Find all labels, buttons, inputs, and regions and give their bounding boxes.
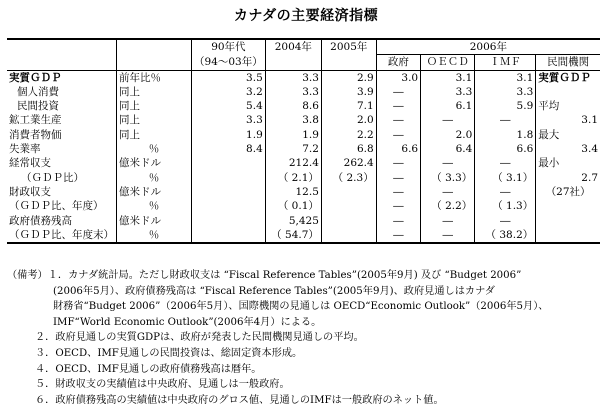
cell-oecd: （ 2.2） [421,199,475,213]
row-unit: 億米ドル [117,185,192,199]
cell-2004: 5,425 [265,214,321,228]
notes-section [7,268,607,408]
header-2005: 2005年 [321,39,376,70]
cell-gov: 3.0 [376,70,420,85]
cell-gov: 6.6 [376,142,420,156]
cell-90s [192,228,266,243]
cell-2005 [321,199,376,213]
table-row [7,199,600,213]
cell-2004: 3.8 [265,113,321,127]
note-5: ５．財政収支の実績値は中央政府、見通しは一般政府。 [35,379,290,391]
cell-2005: 262.4 [321,156,376,170]
row-unit: ％ [117,228,192,243]
cell-private: 3.1 [536,113,600,127]
table-row [7,228,600,243]
cell-90s [192,171,266,185]
cell-2005 [321,185,376,199]
cell-private: 3.4 [536,142,600,156]
cell-oecd: 2.0 [421,128,475,142]
header-2006: 2006年 [376,39,600,55]
cell-private [536,199,600,213]
cell-gov: ― [376,128,420,142]
row-unit: 同上 [117,85,192,99]
cell-imf: 3.1 [475,70,536,85]
cell-90s [192,156,266,170]
header-row-1 [7,39,600,55]
cell-90s [192,199,266,213]
cell-gov: ― [376,171,420,185]
row-unit: ％ [117,171,192,185]
cell-90s: 3.3 [192,113,266,127]
cell-90s: 5.4 [192,99,266,113]
cell-2005: 2.0 [321,113,376,127]
cell-2004: 1.9 [265,128,321,142]
page-title: カナダの主要経済指標 [233,8,379,24]
cell-2004: 212.4 [265,156,321,170]
cell-90s [192,185,266,199]
cell-gov: ― [376,85,420,99]
indicators-table [7,38,600,244]
cell-gov: ― [376,228,420,243]
cell-private: 最大 [536,128,600,142]
row-label: 政府債務残高 [9,214,72,227]
cell-imf: （ 3.1） [475,171,536,185]
cell-2005: （ 2.3） [321,171,376,185]
cell-90s [192,214,266,228]
cell-imf: 3.3 [475,85,536,99]
cell-imf: ― [475,113,536,127]
header-imf: ＩＭＦ [475,55,536,70]
cell-oecd: ― [421,156,475,170]
row-label: 民間投資 [17,100,59,113]
cell-gov: ― [376,214,420,228]
header-90s-range: （94〜03年） [192,55,266,70]
cell-private: 最小 [536,156,600,170]
header-oecd: ＯＥＣＤ [421,55,475,70]
cell-2004: 12.5 [265,185,321,199]
table-row [7,128,600,142]
cell-oecd: 3.1 [421,70,475,85]
cell-90s: 1.9 [192,128,266,142]
table-row [7,214,600,228]
cell-gov: ― [376,185,420,199]
cell-private: 2.7 [536,171,600,185]
cell-private: 実質ＧＤＰ [536,70,600,85]
cell-2004: 3.3 [265,85,321,99]
row-label: 個人消費 [17,85,59,98]
row-unit: 同上 [117,113,192,127]
note-1-line-4: IMF“World Economic Outlook”(2006年4月）による。 [53,316,322,328]
cell-oecd: 3.3 [421,85,475,99]
note-2: ２．政府見通しの実質GDPは、政府が発表した民間機関見通しの平均。 [35,332,364,344]
cell-90s: 8.4 [192,142,266,156]
note-1-line-1: （備考）１．カナダ統計局。ただし財政収支は “Fiscal Reference Tables”(2005年9月) 及び “Budget 2006” [7,270,522,281]
header-90s: 90年代 [192,39,266,55]
row-label: 財政収支 [9,185,51,198]
row-unit: ％ [117,199,192,213]
note-4: ４．OECD、IMF見通しの政府債務残高は暦年。 [35,363,262,375]
cell-imf: （ 1.3） [475,199,536,213]
cell-2004: 8.6 [265,99,321,113]
row-label: （ＧＤＰ比） [21,171,84,184]
table-row [7,156,600,170]
cell-2005: 2.2 [321,128,376,142]
cell-2005 [321,214,376,228]
cell-oecd: 6.1 [421,99,475,113]
row-label: （ＧＤＰ比、年度） [9,200,104,213]
cell-2004: 7.2 [265,142,321,156]
header-gov: 政府 [376,55,420,70]
row-label: 失業率 [9,143,41,156]
cell-90s: 3.5 [192,70,266,85]
cell-2005: 6.8 [321,142,376,156]
cell-2005: 7.1 [321,99,376,113]
cell-gov: ― [376,99,420,113]
note-3: ３．OECD、IMF見通しの民間投資は、総固定資本形成。 [35,347,303,359]
cell-gov: ― [376,113,420,127]
row-unit: ％ [117,142,192,156]
cell-private: 平均 [536,99,600,113]
header-2004: 2004年 [265,39,321,70]
cell-gov: ― [376,156,420,170]
table-row [7,70,600,85]
cell-imf: 5.9 [475,99,536,113]
cell-oecd: 6.4 [421,142,475,156]
row-label: 鉱工業生産 [9,114,62,127]
cell-imf: ― [475,185,536,199]
cell-private [536,85,600,99]
cell-2005: 2.9 [321,70,376,85]
cell-2004: （ 54.7） [265,228,321,243]
cell-imf: 1.8 [475,128,536,142]
note-6: ６．政府債務残高の実績値は中央政府のグロス値、見通しのIMFは一般政府のネット値。 [35,394,444,406]
row-unit: 億米ドル [117,156,192,170]
row-label: 消費者物価 [9,128,62,141]
cell-imf: 6.6 [475,142,536,156]
cell-2004: （ 2.1） [265,171,321,185]
cell-private [536,214,600,228]
cell-oecd: ― [421,185,475,199]
cell-2005: 3.9 [321,85,376,99]
cell-oecd: （ 3.3） [421,171,475,185]
row-label: 実質ＧＤＰ [9,71,62,84]
header-private: 民間機関 [536,55,600,70]
row-label: 経常収支 [9,157,51,170]
row-unit: 同上 [117,99,192,113]
table-row [7,113,600,127]
table-row [7,142,600,156]
cell-imf: ― [475,156,536,170]
row-unit: 同上 [117,128,192,142]
cell-oecd: ― [421,214,475,228]
cell-90s: 3.2 [192,85,266,99]
cell-imf: ― [475,214,536,228]
table-row [7,171,600,185]
table-row [7,99,600,113]
cell-private [536,228,600,243]
cell-oecd: ― [421,113,475,127]
cell-2004: 3.3 [265,70,321,85]
cell-imf: （ 38.2） [475,228,536,243]
table-row [7,85,600,99]
cell-2004: （ 0.1） [265,199,321,213]
note-1-line-3: 財務省“Budget 2006”（2006年5月）、国際機関の見通しは OECD“Economic Outlook”（2006年5月）、 [53,301,549,313]
row-unit: 億米ドル [117,214,192,228]
note-1-line-2: (2006年5月）、政府債務残高は “Fiscal Reference Tables”(2005年9月)、政府見通しはカナダ [53,285,495,297]
table-row [7,185,600,199]
cell-oecd: ― [421,228,475,243]
row-label: （ＧＤＰ比、年度末） [7,228,117,243]
cell-gov: ― [376,199,420,213]
cell-private: （27社） [536,185,600,199]
row-unit: 前年比％ [117,70,192,85]
cell-2005 [321,228,376,243]
